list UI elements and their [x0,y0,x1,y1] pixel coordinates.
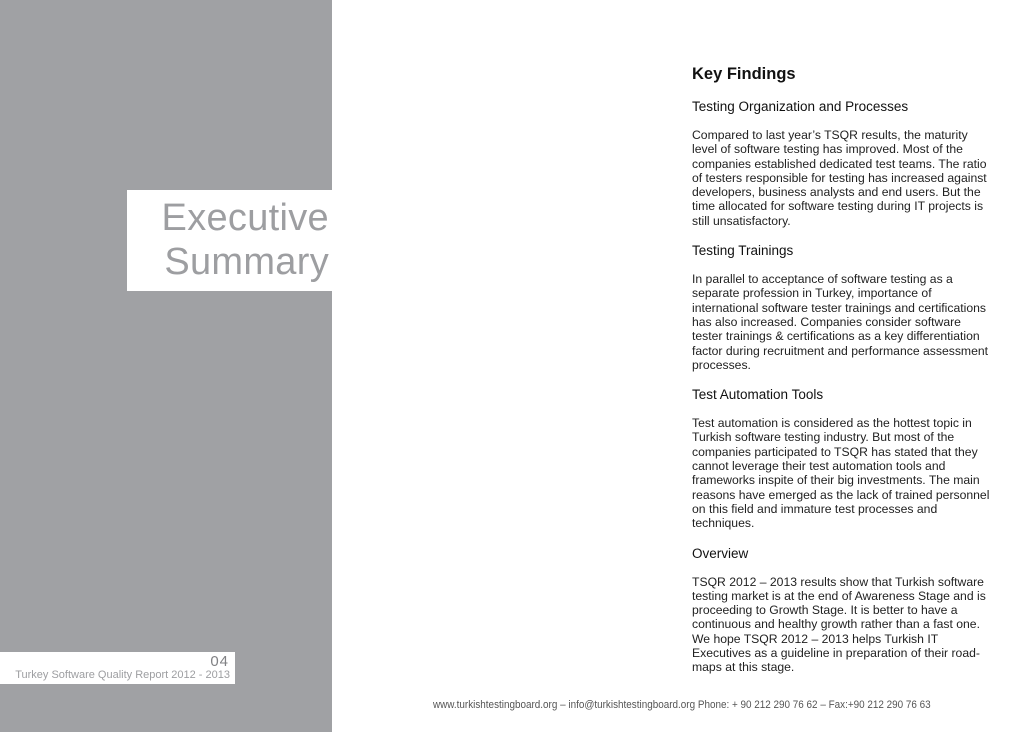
section-body: Compared to last year’s TSQR results, the maturity level of software testing has improved. Most of the companies established dedicated test teams. The ratio of testers responsible for testing has increased against developers, business analysts and end users. But the time allocated for software testing during IT projects is still unsatisfactory. [692,128,987,228]
section-title-box [127,190,332,291]
report-name: Turkey Software Quality Report 2012 - 2013 [15,669,230,681]
page-footer-box [0,652,235,684]
section-heading: Test Automation Tools [692,387,824,403]
sidebar-panel [0,0,332,732]
section-body: Test automation is considered as the hottest topic in Turkish software testing industry. But most of the companies participated to TSQR has stated that they cannot leverage their test automation tools and frameworks inspite of their big investments. The main reasons have emerged as the lack of trained personnel on this field and immature test processes and techniques. [692,416,990,531]
page-number: 04 [210,653,229,670]
section-heading: Testing Organization and Processes [692,99,909,114]
key-findings-content [692,64,990,689]
section-heading: Overview [692,545,749,561]
section-title-line1: Executive [161,197,329,239]
section-title-line2: Summary [164,241,329,283]
contact-footer: www.turkishtestingboard.org – info@turkishtestingboard.org Phone: + 90 212 290 76 62 – Fax:+90 212 290 76 63 [433,699,931,711]
page-heading: Key Findings [692,65,796,83]
section-body: TSQR 2012 – 2013 results show that Turkish software testing market is at the end of Awareness Stage and is proceeding to Growth Stage. It is better to have a continuous and healthy growth rather than a fast one. We hope TSQR 2012 – 2013 helps Turkish IT Executives as a guideline in preparation of their road-maps at this stage. [692,574,986,675]
section-body: In parallel to acceptance of software testing as a separate profession in Turkey, importance of international software tester trainings and certifications has also increased. Companies consider software tester trainings & certifications as a key differentiation factor during recruitment and performance assessment processes. [692,272,989,372]
section-heading: Testing Trainings [692,243,794,259]
